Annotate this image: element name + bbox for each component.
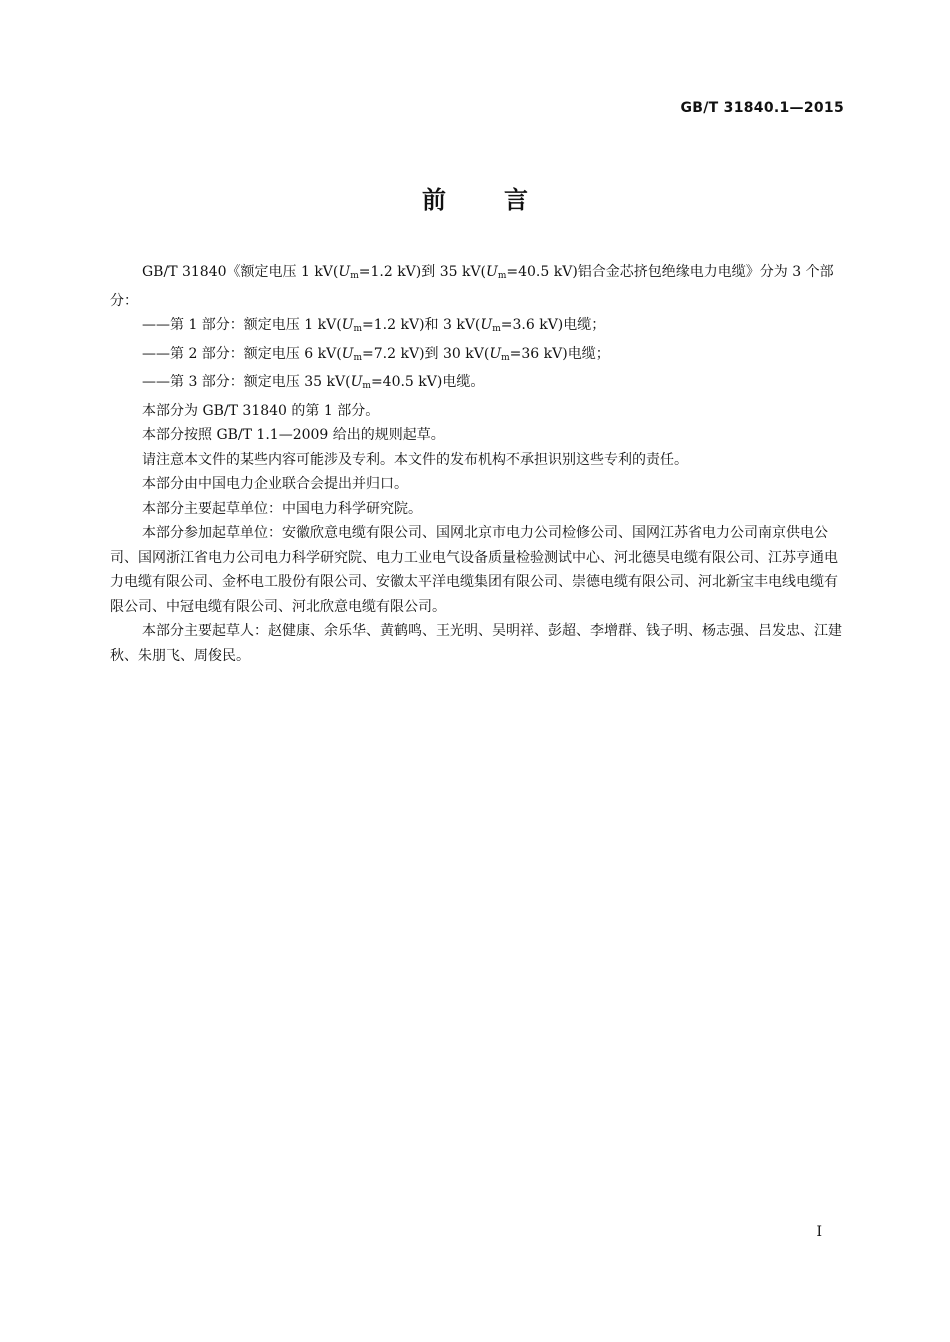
- body-paragraph: 本部分主要起草单位：中国电力科学研究院。: [142, 500, 422, 517]
- standard-code: GB/T 31840.1—2015: [680, 100, 844, 116]
- part-text: =1.2 kV)和 3 kV(: [362, 317, 481, 333]
- part-text: =7.2 kV)到 30 kV(: [362, 345, 490, 362]
- intro-text: =40.5 kV)铝合金芯挤包绝缘电力电缆》分为 3 个部分：: [110, 264, 834, 309]
- part-list-item: [110, 313, 842, 342]
- intro-text: =1.2 kV)到 35 kV(: [358, 264, 487, 280]
- voltage-subscript: m: [353, 324, 363, 334]
- voltage-subscript: m: [497, 271, 507, 281]
- voltage-symbol: U: [341, 345, 354, 362]
- body-paragraph: 本部分为 GB/T 31840 的第 1 部分。: [142, 402, 380, 419]
- voltage-subscript: m: [492, 324, 501, 334]
- part-list-item: [110, 342, 842, 371]
- voltage-subscript: m: [362, 381, 371, 391]
- drafters-paragraph: 本部分主要起草人：赵健康、余乐华、黄鹤鸣、王光明、吴明祥、彭超、李增群、钱子明、杨志强、吕发忠、江建秋、朱朋飞、周俊民。: [110, 623, 842, 664]
- intro-paragraph: [110, 260, 842, 313]
- part-text: =36 kV)电缆；: [509, 345, 610, 362]
- part-text: ——第 3 部分：额定电压 35 kV(: [142, 374, 351, 390]
- part-text: ——第 1 部分：额定电压 1 kV(: [142, 317, 342, 333]
- body-paragraph: 本部分按照 GB/T 1.1—2009 给出的规则起草。: [142, 427, 445, 443]
- voltage-symbol: U: [350, 374, 363, 390]
- voltage-subscript: m: [350, 271, 359, 281]
- participating-units-paragraph: 本部分参加起草单位：安徽欣意电缆有限公司、国网北京市电力公司检修公司、国网江苏省电力公司南京供电公司、国网浙江省电力公司电力科学研究院、电力工业电气设备质量检验测试中心、河北德昊电缆有限公司、江苏亨通电力电缆有限公司、金杯电工股份有限公司、安徽太平洋电缆集团有限公司、崇德电缆有限公司、河北新宝丰电线电缆有限公司、中冠电缆有限公司、河北欣意电缆有限公司。: [110, 525, 838, 615]
- voltage-symbol: U: [338, 264, 351, 280]
- page-number: I: [816, 1224, 822, 1240]
- voltage-symbol: U: [341, 317, 354, 333]
- body-paragraph: 本部分由中国电力企业联合会提出并归口。: [142, 476, 408, 492]
- body-paragraph: 请注意本文件的某些内容可能涉及专利。本文件的发布机构不承担识别这些专利的责任。: [142, 451, 688, 468]
- voltage-symbol: U: [489, 345, 502, 362]
- voltage-subscript: m: [501, 352, 510, 363]
- voltage-subscript: m: [353, 352, 363, 363]
- foreword-body: [110, 260, 842, 668]
- part-list-item: [110, 370, 842, 399]
- part-text: =3.6 kV)电缆；: [500, 317, 606, 333]
- voltage-symbol: U: [480, 317, 493, 333]
- voltage-symbol: U: [486, 264, 498, 280]
- page-title: 前言: [422, 186, 586, 214]
- intro-text: GB/T 31840《额定电压 1 kV(: [142, 264, 339, 280]
- part-text: =40.5 kV)电缆。: [370, 374, 485, 390]
- part-text: ——第 2 部分：额定电压 6 kV(: [142, 345, 342, 362]
